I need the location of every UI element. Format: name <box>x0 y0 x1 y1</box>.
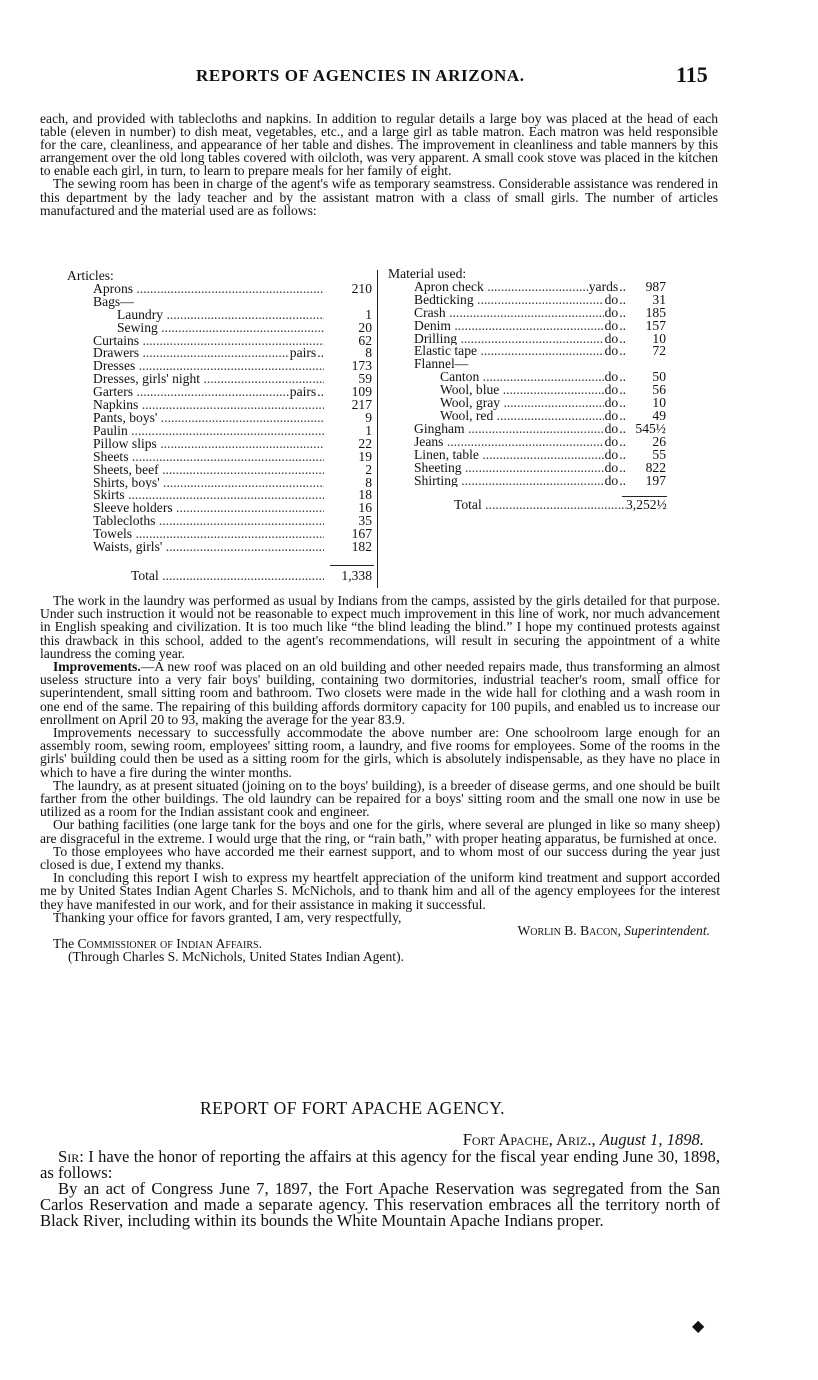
article-value: 1 <box>365 306 372 322</box>
material-value: 197 <box>645 472 666 488</box>
article-row <box>67 541 372 554</box>
material-unit: yards <box>588 278 619 294</box>
material-value: 10 <box>652 330 666 346</box>
article-unit: pairs <box>289 345 317 361</box>
material-unit: do <box>604 291 619 307</box>
article-row <box>67 422 372 438</box>
material-label: Sheeting ..... <box>414 462 604 475</box>
article-row <box>67 360 372 373</box>
material-unit: do <box>604 433 619 449</box>
article-row <box>67 306 372 322</box>
material-label: Gingham ..... <box>414 423 604 436</box>
dateline <box>40 1132 720 1148</box>
material-leader: .. <box>619 278 626 294</box>
material-leader: .. <box>619 382 626 398</box>
material-label: Flannel— <box>414 356 469 372</box>
article-label: Dresses, girls' night ..... <box>93 373 324 386</box>
article-value: 167 <box>351 526 372 542</box>
article-value: 9 <box>365 409 372 425</box>
material-unit: do <box>604 369 619 385</box>
material-label: Shirting ..... <box>414 475 604 488</box>
paragraph-laundry: The work in the laundry was performed as usual by Indians from the camps, assisted by the girls detailed for that purpose. Under such instruction it would not be reasonable to expect much improvement in this line of work, nor much advancement in English speaking and civilization. It is too much like “the blind leading the blind.” I hope my continued protests against this drawback in this school, added to the agent's recommendations, will result in securing the appointment of a white laundress the coming year. <box>40 593 720 661</box>
article-value: 2 <box>365 461 372 477</box>
material-total-value: 3,252½ <box>626 497 667 513</box>
article-label: Garters ..... <box>93 386 289 399</box>
material-leader: .. <box>619 343 626 359</box>
material-unit: do <box>604 382 619 398</box>
material-label: Wool, red ..... <box>440 410 604 423</box>
paragraph-employees: To those employees who have accorded me their earnest support, and to whom most of our success during the year just closed is due, I extend my thanks. <box>40 843 720 873</box>
addressee-name: Commissioner of Indian Affairs. <box>77 936 262 952</box>
material-row <box>388 472 666 488</box>
article-label: Laundry ..... <box>117 309 324 322</box>
material-label: Crash ..... <box>414 307 604 320</box>
article-label: Sheets ..... <box>93 451 324 464</box>
material-value: 55 <box>652 446 666 462</box>
paragraph-thanking: Thanking your office for favors granted, I am, very respectfully, <box>53 909 402 925</box>
material-leader: .. <box>619 291 626 307</box>
section-title: REPORT OF FORT APACHE AGENCY. <box>200 1098 505 1118</box>
article-label: Sleeve holders ..... <box>93 502 324 515</box>
material-unit: do <box>604 395 619 411</box>
material-label: Denim ..... <box>414 320 604 333</box>
article-value: 35 <box>358 513 372 529</box>
material-unit: do <box>604 459 619 475</box>
signer-name: Worlin B. Bacon <box>517 923 618 939</box>
article-value: 217 <box>351 397 372 413</box>
article-value: 1 <box>365 422 372 438</box>
material-unit: do <box>604 317 619 333</box>
article-leader: .. <box>317 345 324 361</box>
material-total-row <box>388 499 666 512</box>
article-label: Bags— <box>93 293 134 309</box>
material-value: 50 <box>652 369 666 385</box>
report-body <box>40 594 720 964</box>
paragraph-laundry-location: The laundry, as at present situated (joining on to the boys' building), is a breeder of disease germs, and one should be built farther from the other buildings. The old laundry can be repaired for a boys' sitting room and the small one now in use be utilized as a room for the Indian assistant cook and engineer. <box>40 777 720 820</box>
article-label: Dresses ..... <box>93 360 324 373</box>
running-head: REPORTS OF AGENCIES IN ARIZONA. <box>196 66 525 85</box>
material-leader: .. <box>619 433 626 449</box>
materials-table <box>388 268 666 512</box>
article-label: Drawers ..... <box>93 347 289 360</box>
article-value: 19 <box>358 448 372 464</box>
article-label: Paulin ..... <box>93 425 324 438</box>
material-unit: do <box>604 304 619 320</box>
article-total-row <box>67 567 372 583</box>
article-row <box>67 373 372 386</box>
materials-total-rule <box>622 496 667 497</box>
article-row <box>67 515 372 528</box>
material-label: Linen, table ..... <box>414 449 604 462</box>
article-row <box>67 399 372 412</box>
articles-total-rule <box>330 565 374 566</box>
dateline-date: August 1, 1898. <box>599 1130 704 1149</box>
material-leader: .. <box>619 407 626 423</box>
material-label: Bedticking ..... <box>414 294 604 307</box>
article-value: 20 <box>358 319 372 335</box>
article-value: 210 <box>351 280 372 296</box>
material-unit: do <box>604 446 619 462</box>
material-leader: .. <box>619 330 626 346</box>
material-label: Apron check ..... <box>414 281 588 294</box>
page-number: 115 <box>676 62 708 87</box>
dateline-place: Fort Apache, Ariz., <box>462 1130 596 1149</box>
material-value: 10 <box>652 395 666 411</box>
article-value: 18 <box>358 487 372 503</box>
signer-title: Superintendent. <box>624 923 710 939</box>
article-row <box>67 409 372 425</box>
material-unit: do <box>604 343 619 359</box>
material-leader: .. <box>619 304 626 320</box>
paragraph-concluding: In concluding this report I wish to express my heartfelt appreciation of the uniform kind treatment and support accorded me by United States Indian Agent Charles S. McNichols, and to thank him and all of the agency employees for the interest they have manifested in our work, and for their assistance in making it successful. <box>40 870 720 912</box>
materials-heading: Material used: <box>388 266 467 281</box>
article-value: 16 <box>358 500 372 516</box>
article-row <box>67 474 372 490</box>
article-label: Pants, boys' ..... <box>93 412 324 425</box>
article-row <box>67 386 372 399</box>
article-total-value: 1,338 <box>341 567 372 583</box>
article-label: Towels ..... <box>93 528 324 541</box>
article-row <box>67 332 372 348</box>
material-unit: do <box>604 407 619 423</box>
article-label: Napkins ..... <box>93 399 324 412</box>
material-total-label: Total ..... <box>454 499 626 512</box>
material-unit: do <box>604 420 619 436</box>
material-leader: .. <box>619 395 626 411</box>
material-unit: do <box>604 472 619 488</box>
paragraph-salutation: Sir: I have the honor of reporting the affairs at this agency for the fiscal year ending June 30, 1898, as follows: <box>40 1147 720 1182</box>
signature: Worlin B. Bacon, Superintendent. <box>517 923 710 939</box>
material-leader: .. <box>619 369 626 385</box>
material-leader: .. <box>619 472 626 488</box>
diamond-icon: ◆ <box>692 1318 705 1335</box>
material-label: Drilling ..... <box>414 333 604 346</box>
material-label: Elastic tape ..... <box>414 345 604 358</box>
column-separator <box>377 270 378 588</box>
material-value: 545½ <box>635 420 666 436</box>
material-value: 72 <box>652 343 666 359</box>
article-value: 173 <box>351 358 372 374</box>
material-value: 822 <box>645 459 666 475</box>
article-value: 62 <box>358 332 372 348</box>
article-label: Tablecloths ..... <box>93 515 324 528</box>
paragraph-segregation: By an act of Congress June 7, 1897, the Fort Apache Reservation was segregated from the San Carlos Reservation and made a separate agency. This reservation embraces all the territory north of Black River, including within its bounds the White Mountain Apache Indians proper. <box>40 1179 720 1230</box>
addressee: The Commissioner of Indian Affairs. <box>53 936 262 952</box>
article-row <box>67 528 372 541</box>
improvements-label: Improvements. <box>53 659 141 675</box>
article-label: Curtains ..... <box>93 335 324 348</box>
article-value: 8 <box>365 474 372 490</box>
material-leader: .. <box>619 420 626 436</box>
material-label: Canton ..... <box>440 371 604 384</box>
paragraph-sewing-room: The sewing room has been in charge of the agent's wife as temporary seamstress. Considerable assistance was rendered in this department by the lady teacher and by the assistant matron with a class of small girls. The number of articles manufactured and the material used are as follows: <box>40 176 718 218</box>
material-value: 987 <box>645 278 666 294</box>
intro-text <box>40 112 718 217</box>
article-row <box>67 489 372 502</box>
article-leader: .. <box>317 384 324 400</box>
article-value: 8 <box>365 345 372 361</box>
fort-apache-report <box>40 1132 720 1229</box>
material-label: Wool, gray ..... <box>440 397 604 410</box>
article-label: Waists, girls' ..... <box>93 541 324 554</box>
article-label: Aprons ..... <box>93 283 324 296</box>
article-label: Sewing ..... <box>117 322 324 335</box>
article-label: Sheets, beef ..... <box>93 464 324 477</box>
paragraph-tables: each, and provided with tablecloths and napkins. In addition to regular details a large boy was placed at the head of each table (eleven in number) to dish meat, vegetables, etc., and a large girl as table matron. Each matron was held responsible for the care, cleanliness, and appearance of her table and dishes. The improvement in cleanliness and table manners by this arrangement over the old long tables covered with oilcloth, was very apparent. A small cook stove was placed in the kitchen to enable each girl, in turn, to learn to prepare meals for her family of eight. <box>40 111 718 179</box>
article-row <box>67 347 372 360</box>
article-total-label: Total ..... <box>131 570 324 583</box>
article-label: Shirts, boys' ..... <box>93 477 324 490</box>
material-label: Jeans ..... <box>414 436 604 449</box>
article-row <box>67 502 372 515</box>
article-label: Pillow slips ..... <box>93 438 324 451</box>
material-label: Wool, blue ..... <box>440 384 604 397</box>
material-unit: do <box>604 330 619 346</box>
article-row <box>67 319 372 335</box>
article-value: 59 <box>358 371 372 387</box>
material-value: 157 <box>645 317 666 333</box>
paragraph-improvements: Improvements.—A new roof was placed on an old building and other needed repairs made, thus transforming an almost useless structure into a very fair boys' building, containing two dormitories, industrial teacher's room, small office for superintendent, small sitting room and bathroom. Two closets were made in the wide hall for clothing and a wash room in one end of the same. The repairing of this building affords dormitory capacity for 100 pupils, and enabled us to increase our enrollment on April 20 to 93, making the average for the year 83.9. <box>40 659 720 727</box>
article-row <box>67 435 372 451</box>
article-row <box>67 293 372 309</box>
salutation: Sir: <box>58 1147 84 1166</box>
material-leader: .. <box>619 446 626 462</box>
article-label: Skirts ..... <box>93 489 324 502</box>
material-value: 31 <box>652 291 666 307</box>
material-value: 56 <box>652 382 666 398</box>
article-value: 182 <box>351 539 372 555</box>
material-value: 185 <box>645 304 666 320</box>
paragraph-necessary: Improvements necessary to successfully accommodate the above number are: One schoolroom large enough for an assembly room, sewing room, employees' sitting room, a laundry, and five rooms for employees. Some of the rooms in the girls' building could then be used as a sitting room for the girls, which is absolutely indispensable, as they have no place in which to have a fire during the winter months. <box>40 725 720 780</box>
article-row <box>67 461 372 477</box>
article-value: 22 <box>358 435 372 451</box>
material-value: 49 <box>652 407 666 423</box>
addressee-through: (Through Charles S. McNichols, United States Indian Agent). <box>68 949 405 965</box>
material-value: 26 <box>652 433 666 449</box>
articles-heading: Articles: <box>67 268 114 283</box>
articles-table <box>67 270 372 583</box>
article-unit: pairs <box>289 384 317 400</box>
paragraph-bathing: Our bathing facilities (one large tank for the boys and one for the girls, where several are plunged in like so many sheep) are disgraceful in the extreme. I would urge that the ring, or “rain bath,” with proper heating apparatus, be furnished at once. <box>40 817 720 846</box>
article-value: 109 <box>351 384 372 400</box>
material-leader: .. <box>619 459 626 475</box>
article-row <box>67 448 372 464</box>
material-leader: .. <box>619 317 626 333</box>
